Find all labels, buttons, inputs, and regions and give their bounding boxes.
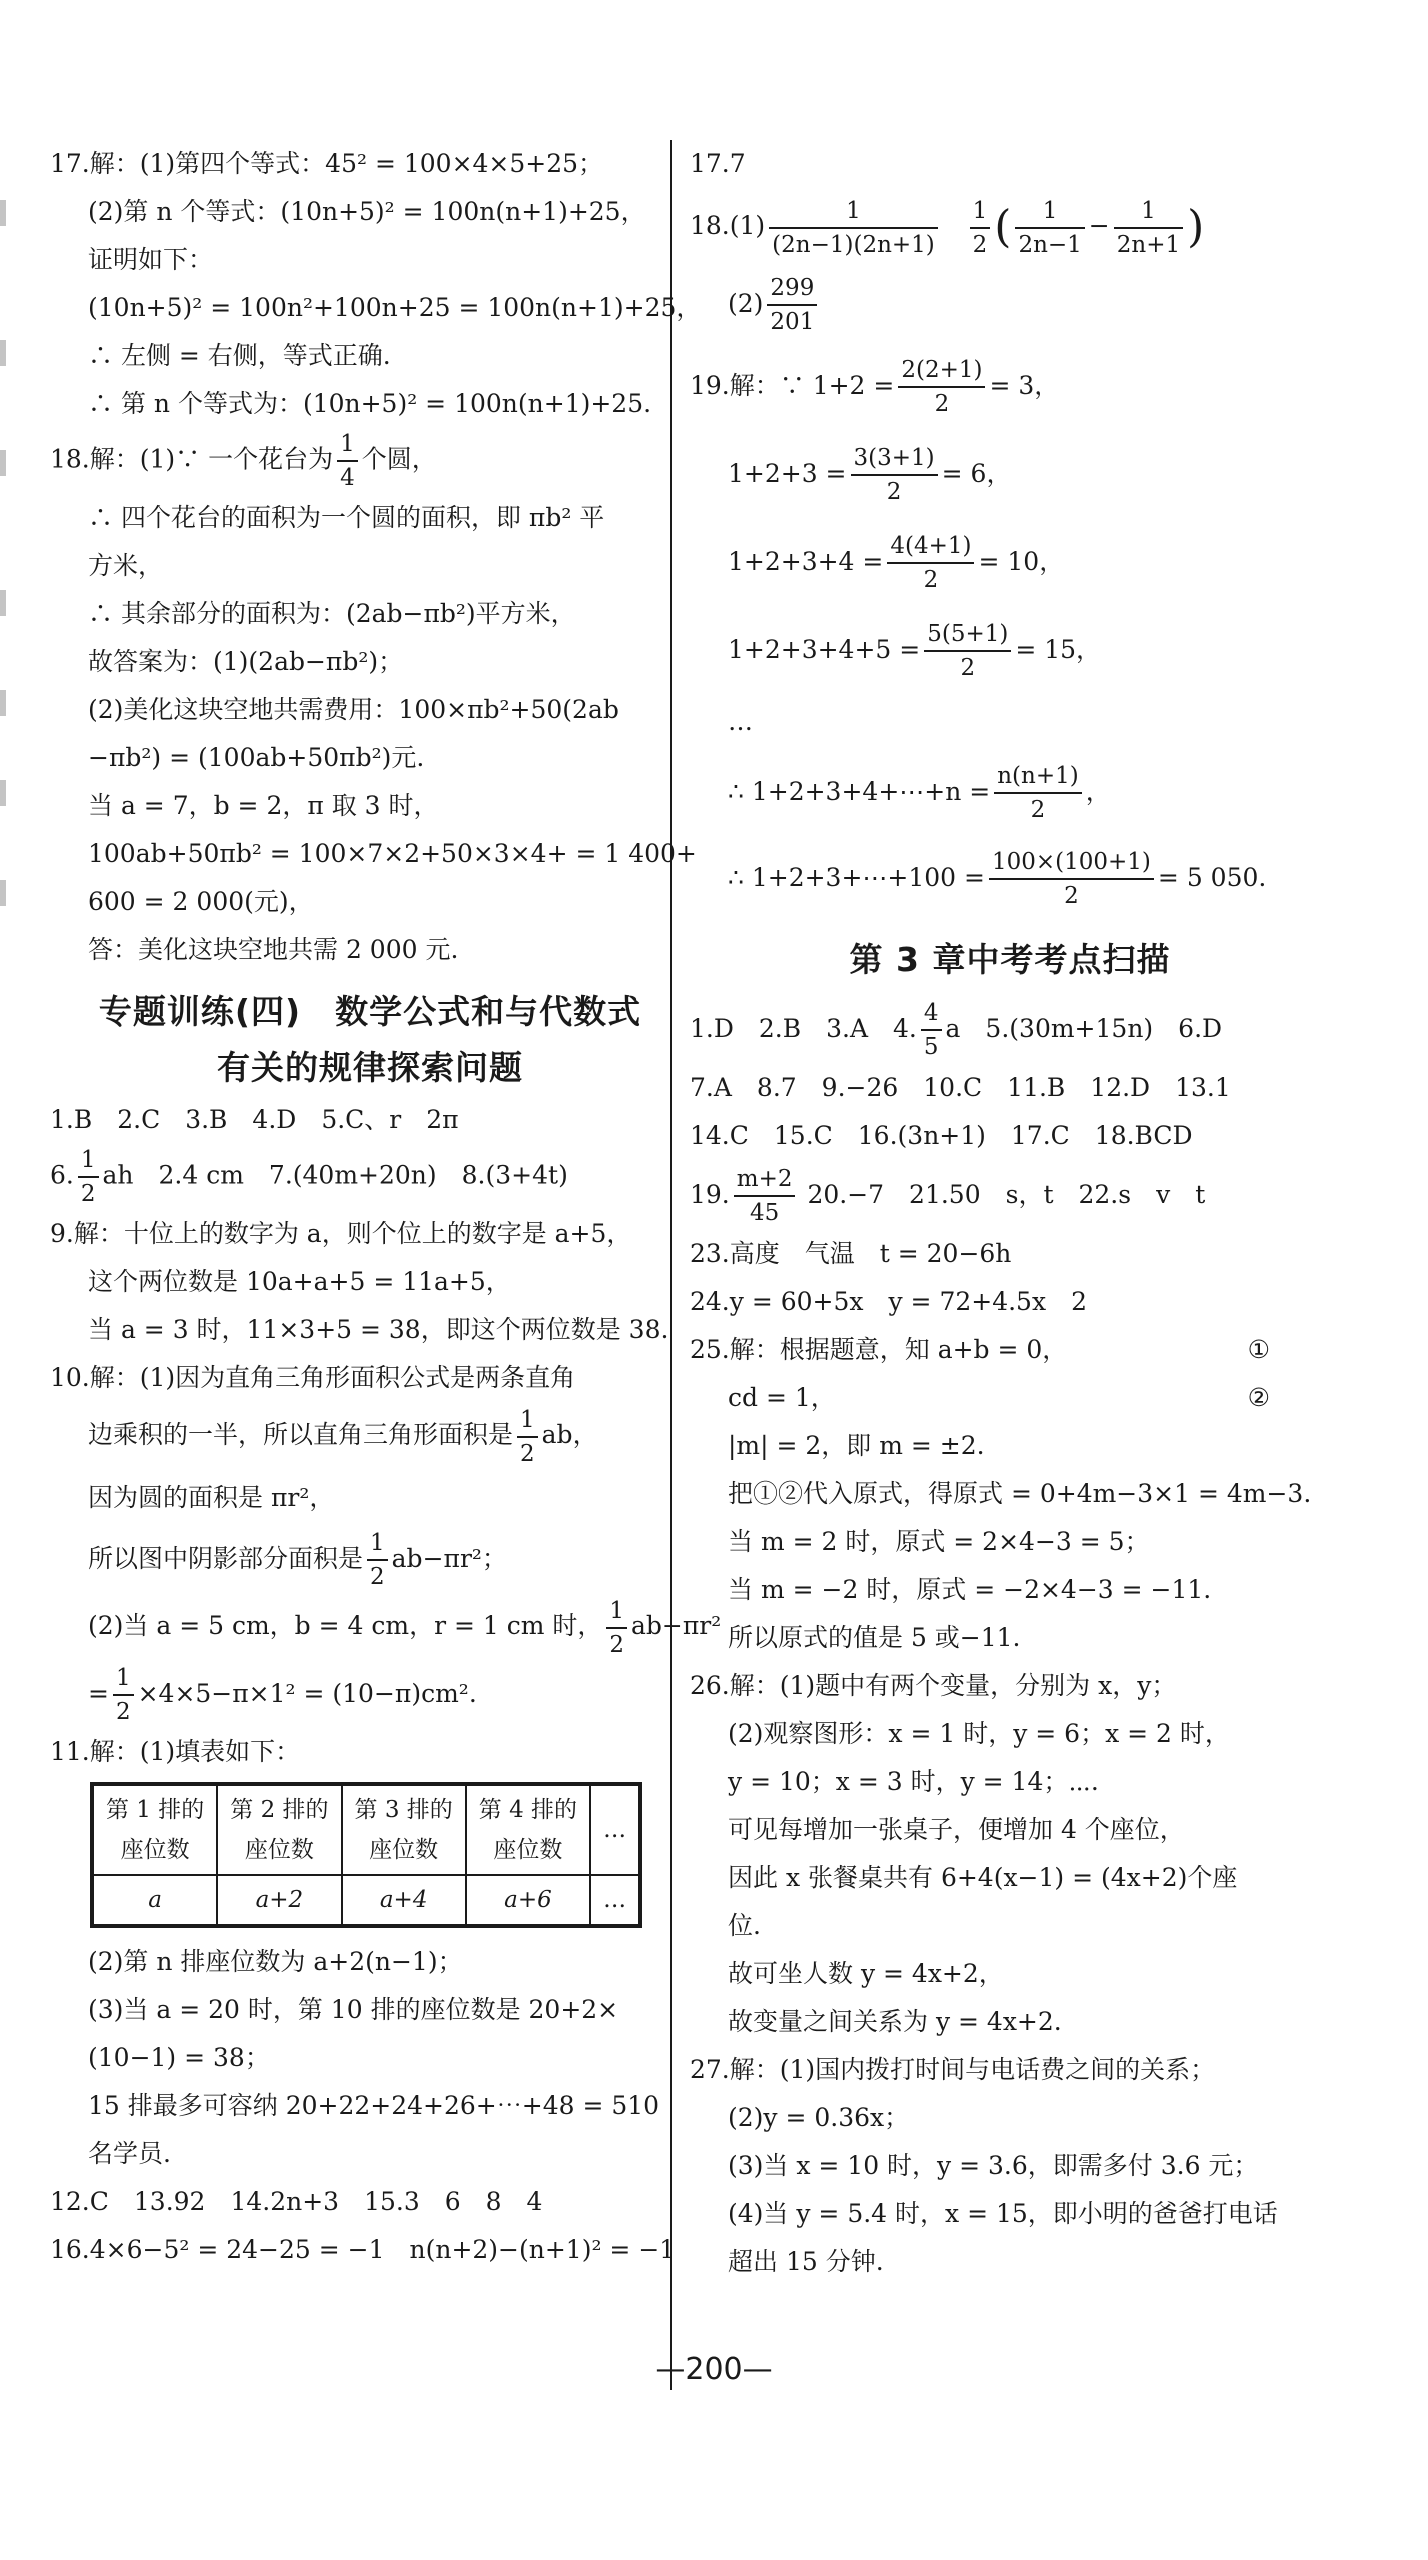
answer-line: 这个两位数是 10a+a+5 = 11a+5， [88,1267,511,1296]
answer-line: 把①②代入原式，得原式 = 0+4m−3×1 = 4m−3. [728,1478,1312,1508]
answer-line [50,1526,690,1594]
table-header-cell [342,1784,466,1875]
answer-line: 14.C 15.C 16.(3n+1) 17.C 18.BCD [690,1120,1193,1150]
answer-line [690,1374,1330,1422]
answer-line: (3)当 a = 20 时，第 10 排的座位数是 20+2× [88,1995,619,2024]
section-title: 专题训练(四) 数学公式和与代数式 [98,992,642,1031]
answer-line: 当 a = 7，b = 2，π 取 3 时， [88,791,439,820]
line-text: 6. [50,1160,74,1190]
fraction-numerator: 100×(100+1) [991,849,1151,875]
line-text: = 3， [989,370,1060,400]
answer-line: 方米， [88,551,164,580]
right-column [690,140,1330,2286]
fraction-numerator: n(n+1) [997,763,1079,789]
fraction [367,1527,388,1593]
line-text: 19. [690,1179,730,1209]
answer-line [690,342,1330,430]
fraction-denominator: 2 [113,1694,134,1728]
answer-line: (3)当 x = 10 时，y = 3.6，即需多付 3.6 元； [728,2150,1259,2180]
line-text: 1+2+3+4 = [728,546,884,576]
answer-line: 24.y = 60+5x y = 72+4.5x 2 [690,1286,1087,1316]
cell-text: 座位数 [369,1837,439,1863]
fraction-numerator: 1 [1141,197,1156,224]
answer-line: 12.C 13.92 14.2n+3 15.3 6 8 4 [50,2187,543,2216]
fraction-numerator: 1 [520,1406,535,1433]
answer-line: 600 = 2 000(元)， [88,887,314,916]
fraction-denominator: 4 [337,460,358,494]
fraction-numerator: 1 [972,197,988,224]
cell-text: 第 2 排的 [230,1797,329,1823]
table-cell: … [590,1875,640,1926]
fraction-numerator: 3(3+1) [853,445,935,471]
binding-edge-strip [0,0,14,2560]
answer-line: 因为圆的面积是 πr²， [88,1482,335,1512]
line-text: ∴ 1+2+3+⋯+100 = [728,862,985,892]
answer-line: 7.A 8.7 9.−26 10.C 11.B 12.D 13.1 [690,1072,1231,1102]
fraction-denominator: 2 [851,474,938,508]
fraction [606,1595,627,1661]
line-text: = 5 050. [1157,862,1267,892]
equation-marker: ② [1247,1382,1270,1412]
answer-line: (2)第 n 排座位数为 a+2(n−1)； [88,1947,463,1976]
answer-line: |m| = 2，即 m = ±2. [728,1430,985,1460]
table-cell: a+2 [217,1875,341,1926]
edge-mark [0,450,6,476]
answer-line: 名学员. [88,2139,171,2168]
answer-line [690,834,1330,922]
answer-line: ∴ 其余部分的面积为：(2ab−πb²)平方米， [88,599,576,628]
line-text: a 5.(30m+15n) 6.D [945,1013,1223,1043]
fraction [1114,195,1183,261]
answer-line [50,428,690,494]
fraction [78,1144,99,1210]
fraction [970,195,991,261]
fraction-denominator: (2n−1)(2n+1) [769,227,938,261]
fraction-denominator: 2n+1 [1114,227,1183,261]
line-text: = 6， [941,458,1012,488]
answer-line: −πb²) = (100ab+50πb²)元. [88,743,425,772]
fraction [767,272,817,338]
fraction-denominator: 2 [970,227,991,261]
answer-line: 当 m = 2 时，原式 = 2×4−3 = 5； [728,1526,1150,1556]
answer-line: 当 a = 3 时，11×3+5 = 38，即这个两位数是 38. [88,1315,669,1344]
fraction [887,530,974,596]
answer-line: 超出 15 分钟. [728,2246,884,2276]
answer-line: (4)当 y = 5.4 时，x = 15，即小明的爸爸打电话 [728,2198,1278,2228]
line-text: 25.解：根据题意，知 a+b = 0， [690,1334,1068,1364]
answer-line [50,1402,690,1470]
answer-line [690,1326,1330,1374]
table-cell: a [92,1875,217,1926]
line-text: 1+2+3+4+5 = [728,634,921,664]
table-header-row [92,1784,640,1875]
line-text: 18.解：(1)∵ 一个花台为 [50,444,334,474]
answer-line [690,994,1330,1064]
fraction-denominator: 201 [767,304,817,338]
line-text: 所以图中阴影部分面积是 [88,1543,364,1573]
fraction [921,997,942,1063]
answer-line: 答：美化这块空地共需 2 000 元. [88,935,459,964]
answer-line: y = 10；x = 3 时，y = 14；⋯. [728,1766,1099,1796]
table-header-cell [590,1784,640,1875]
line-text: 18.(1) [690,211,766,240]
answer-line [690,750,1330,834]
fraction [924,618,1011,684]
answer-line: (2)第 n 个等式：(10n+5)² = 100n(n+1)+25， [88,197,646,226]
answer-line [690,266,1330,342]
line-text: = [88,1678,109,1708]
fraction [337,428,358,494]
line-text: 1+2+3 = [728,458,847,488]
fraction-denominator: 2 [924,650,1011,684]
fraction-numerator: 1 [846,197,861,224]
fraction-numerator: 1 [1042,197,1058,224]
answer-line: ∴ 四个花台的面积为一个圆的面积，即 πb² 平 [88,503,605,532]
edge-mark [0,590,6,616]
cell-text: 座位数 [120,1837,190,1863]
cell-text: 第 4 排的 [478,1797,578,1823]
answer-line: 17.7 [690,149,746,178]
edge-mark [0,340,6,366]
fraction [898,354,985,420]
fraction [851,442,938,508]
fraction-numerator: 299 [770,275,815,301]
fraction-denominator: 5 [921,1029,942,1063]
answer-line: (2)美化这块空地共需费用：100×πb²+50(2ab [88,695,619,724]
answer-line: 故变量之间关系为 y = 4x+2. [728,2006,1062,2036]
answer-line [690,430,1330,518]
table-header-cell [217,1784,341,1875]
line-text: ∴ 1+2+3+4+⋯+n = [728,776,991,806]
answer-line [690,1160,1330,1230]
fraction-numerator: 1 [115,1665,131,1691]
fraction-denominator: 2n−1 [1015,227,1084,261]
fraction-denominator: 2 [367,1559,388,1593]
answer-line: 26.解：(1)题中有两个变量，分别为 x，y； [690,1670,1177,1700]
answer-line: ∴ 左侧 = 右侧，等式正确. [88,341,391,370]
line-text: ab−πr² [631,1611,722,1640]
table-cell: a+4 [342,1875,466,1926]
line-text: (2)当 a = 5 cm，b = 4 cm，r = 1 cm 时， [88,1611,603,1640]
table-header-cell [466,1784,590,1875]
answer-line: 100ab+50πb² = 100×7×2+50×3×4+ = 1 400+ [88,839,697,868]
fraction-denominator: 2 [887,562,974,596]
fraction-numerator: 4 [923,1000,939,1026]
answer-line: 可见每增加一张桌子，便增加 4 个座位， [728,1814,1185,1844]
answer-line: 所以原式的值是 5 或−11. [728,1622,1021,1652]
fraction-numerator: 2(2+1) [901,357,983,383]
fraction-numerator: 4(4+1) [890,533,972,559]
fraction-denominator: 2 [517,1436,538,1470]
fraction [769,195,938,261]
fraction-denominator: 2 [994,792,1081,826]
page-number: —200— [655,2352,773,2387]
answer-line: 15 排最多可容纳 20+22+24+26+⋯+48 = 510 [88,2091,660,2120]
answer-line: 故可坐人数 y = 4x+2， [728,1958,1004,1988]
answer-line: (2)观察图形：x = 1 时，y = 6；x = 2 时， [728,1718,1230,1748]
answer-line: ∴ 第 n 个等式为：(10n+5)² = 100n(n+1)+25. [88,389,652,418]
cell-text: 座位数 [493,1837,563,1863]
table-row [92,1875,640,1926]
cell-text: 座位数 [244,1837,314,1863]
fraction-numerator: 5(5+1) [927,621,1009,647]
line-text: = 15， [1015,634,1102,664]
answer-line: 16.4×6−5² = 24−25 = −1 n(n+2)−(n+1)² = −1 [50,2235,676,2264]
fraction [994,760,1081,826]
edge-mark [0,200,6,226]
line-text: 20.−7 21.50 s，t 22.s v t [807,1179,1206,1209]
answer-line: 18.(1) $\frac{1}{(2n-1)(2n+1)}$ $\frac{1}{2}$ ( $\frac{1}{2n-1}$ − $\frac{1}{2n+1}$ ) [690,188,1330,266]
fraction-denominator: 45 [734,1195,796,1229]
answer-line [690,518,1330,606]
fraction-numerator: 1 [80,1147,96,1173]
edge-mark [0,690,6,716]
section-title: 有关的规律探索问题 [217,1048,523,1087]
fraction [113,1662,134,1728]
line-text: cd = 1， [728,1382,836,1412]
line-text: ×4×5−π×1² = (10−π)cm². [137,1678,477,1708]
answer-line: (2)y = 0.36x； [728,2102,910,2132]
table-cell: a+6 [466,1875,590,1926]
answer-line: 17.解：(1)第四个等式：45² = 100×4×5+25； [50,149,604,178]
line-text: ah 2.4 cm 7.(40m+20n) 8.(3+4t) [102,1160,568,1190]
cell-text: 第 1 排的 [106,1797,205,1823]
edge-mark [0,880,6,906]
edge-mark [0,780,6,806]
answer-line: 1.B 2.C 3.B 4.D 5.C、r 2π [50,1105,459,1134]
answer-line: 23.高度 气温 t = 20−6h [690,1238,1012,1268]
answer-line: (10−1) = 38； [88,2043,270,2072]
fraction-numerator: 1 [370,1530,385,1556]
line-text: ab， [541,1420,598,1449]
table-header-cell [92,1784,217,1875]
fraction [1015,195,1084,261]
line-text: = 10， [978,546,1065,576]
fraction-numerator: m+2 [736,1166,793,1192]
answer-line: (10n+5)² = 100n²+100n+25 = 100n(n+1)+25， [88,293,702,322]
cell-text: … [603,1817,627,1843]
answer-line [690,606,1330,694]
answer-line [50,1661,690,1729]
fraction-numerator: 1 [609,1597,625,1624]
answer-line [50,1144,690,1210]
line-text: ab−πr²； [391,1543,507,1573]
fraction-numerator: 1 [340,431,355,457]
seat-table [90,1782,642,1928]
fraction [734,1163,796,1229]
fraction-denominator: 2 [989,878,1154,912]
fraction-denominator: 2 [78,1176,99,1210]
cell-text: 第 3 排的 [354,1797,453,1823]
chapter-title: 第 3 章中考考点扫描 [849,939,1171,979]
line-text: (2) [728,288,764,318]
fraction [517,1404,538,1470]
answer-line: 证明如下： [88,245,214,274]
line-text: 1.D 2.B 3.A 4. [690,1013,917,1043]
answer-line: 因此 x 张餐桌共有 6+4(x−1) = (4x+2)个座 [728,1862,1238,1892]
fraction-denominator: 2 [898,386,985,420]
answer-line: 当 m = −2 时，原式 = −2×4−3 = −11. [728,1574,1212,1604]
fraction [989,846,1154,912]
answer-line [50,1593,722,1661]
answer-line: 9.解：十位上的数字为 a，则个位上的数字是 a+5， [50,1219,632,1248]
fraction-denominator: 2 [606,1627,627,1661]
line-text: 19.解：∵ 1+2 = [690,370,895,400]
answer-line: 位. [728,1910,761,1940]
answer-line: 10.解：(1)因为直角三角形面积公式是两条直角 [50,1363,576,1392]
equation-marker: ① [1247,1334,1270,1364]
answer-line: … [728,706,753,736]
answer-line: 故答案为：(1)(2ab−πb²)； [88,647,404,676]
line-text: ， [1085,776,1111,806]
line-text: 边乘积的一半，所以直角三角形面积是 [88,1420,514,1449]
line-text: 个圆， [361,444,437,474]
answer-line: 27.解：(1)国内拨打时间与电话费之间的关系； [690,2054,1216,2084]
answer-line: 11.解：(1)填表如下： [50,1737,301,1766]
